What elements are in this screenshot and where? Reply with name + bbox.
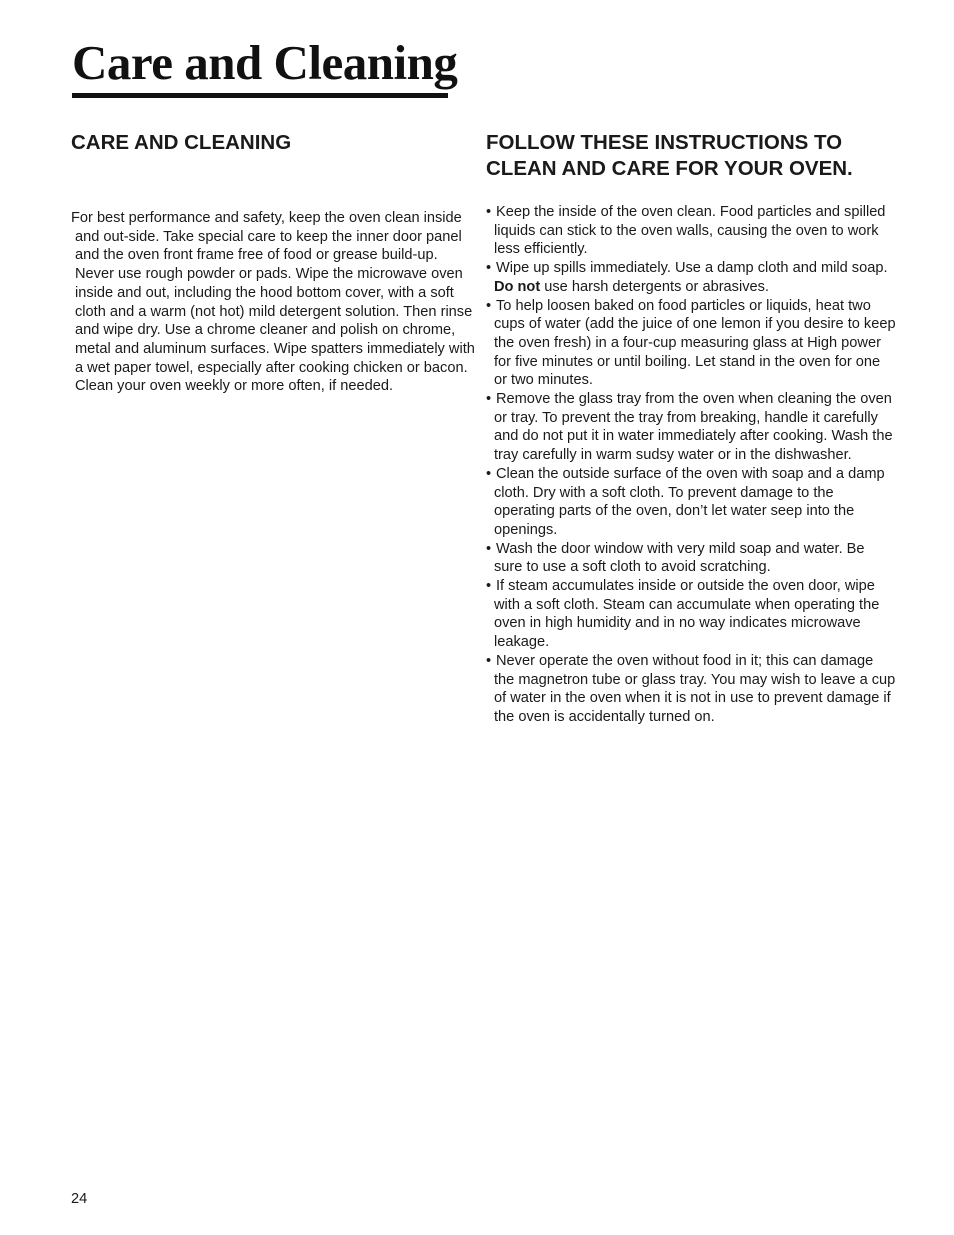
instructions-section xyxy=(486,130,896,725)
list-item xyxy=(486,465,896,540)
bullet-icon: • xyxy=(486,391,492,408)
section-heading: CARE AND CLEANING xyxy=(71,131,292,154)
list-item-text: If steam accumulates inside or outside the oven door, wipe with a soft cloth. Steam can accumulate when operating the oven in high humidity and in no way indicates microwave leakage. xyxy=(494,578,880,651)
bullet-icon: • xyxy=(486,297,492,314)
bullet-icon: • xyxy=(486,540,492,557)
bullet-icon: • xyxy=(486,260,492,277)
list-item-text: Keep the inside of the oven clean. Food particles and spilled liquids can stick to the oven walls, causing the oven to work less efficiently. xyxy=(494,204,886,258)
title-underline xyxy=(72,93,448,98)
list-item xyxy=(486,203,896,259)
list-item-text: Wash the door window with very mild soap and water. Be sure to use a soft cloth to avoid scratching. xyxy=(494,540,865,576)
bullet-icon: • xyxy=(486,578,492,595)
list-item xyxy=(486,577,896,652)
list-item-text: Clean the outside surface of the oven with soap and a damp cloth. Dry with a soft cloth. To prevent damage to the operating parts of the oven, don’t let water seep into the openings. xyxy=(494,465,885,538)
list-item-text: Wipe up spills immediately. Use a damp cloth and mild soap. xyxy=(496,260,888,277)
list-item xyxy=(486,390,896,465)
list-item-text: use harsh detergents or abrasives. xyxy=(544,278,769,295)
bullet-icon: • xyxy=(486,465,492,482)
bullet-icon: • xyxy=(486,204,492,220)
care-cleaning-section xyxy=(71,130,475,395)
list-item xyxy=(486,652,896,727)
list-item-emphasis: Do not xyxy=(494,278,541,295)
intro-paragraph: For best performance and safety, keep the oven clean inside and out-side. Take special care to keep the inner door panel and the oven front frame free of food or grease build-up. Never use rough powder or pads. Wipe the microwave oven inside and out, including the hood bottom cover, with a soft cloth and a warm (not hot) mild detergent solution. Then rinse and wipe dry. Use a chrome cleaner and polish on chrome, metal and aluminum surfaces. Wipe spatters immediately with a wet paper towel, especially after cooking chicken or bacon. Clean your oven weekly or more often, if needed. xyxy=(71,210,475,395)
list-item xyxy=(486,540,896,577)
instructions-list xyxy=(486,203,896,727)
list-item xyxy=(486,297,896,391)
list-item-text: To help loosen baked on food particles or liquids, heat two cups of water (add the juice of one lemon if you desire to keep the oven fresh) in a four-cup measuring glass at High power for five minutes or until boiling. Let stand in the oven for one or two minutes. xyxy=(494,297,896,389)
page-title: Care and Cleaning xyxy=(72,35,458,90)
bullet-icon: • xyxy=(486,652,492,669)
instructions-heading: FOLLOW THESE INSTRUCTIONS TO CLEAN AND CARE FOR YOUR OVEN. xyxy=(486,131,853,180)
list-item-text: Remove the glass tray from the oven when cleaning the oven or tray. To prevent the tray from breaking, handle it carefully and do not put it in water immediately after cooking. Wash the tray carefully in warm sudsy water or in the dishwasher. xyxy=(494,391,893,464)
page-number: 24 xyxy=(71,1191,88,1207)
list-item-text: Never operate the oven without food in it; this can damage the magnetron tube or glass tray. You may wish to leave a cup of water in the oven when it is not in use to prevent damage if the oven is accidentally turned on. xyxy=(494,652,896,725)
list-item xyxy=(486,259,896,296)
